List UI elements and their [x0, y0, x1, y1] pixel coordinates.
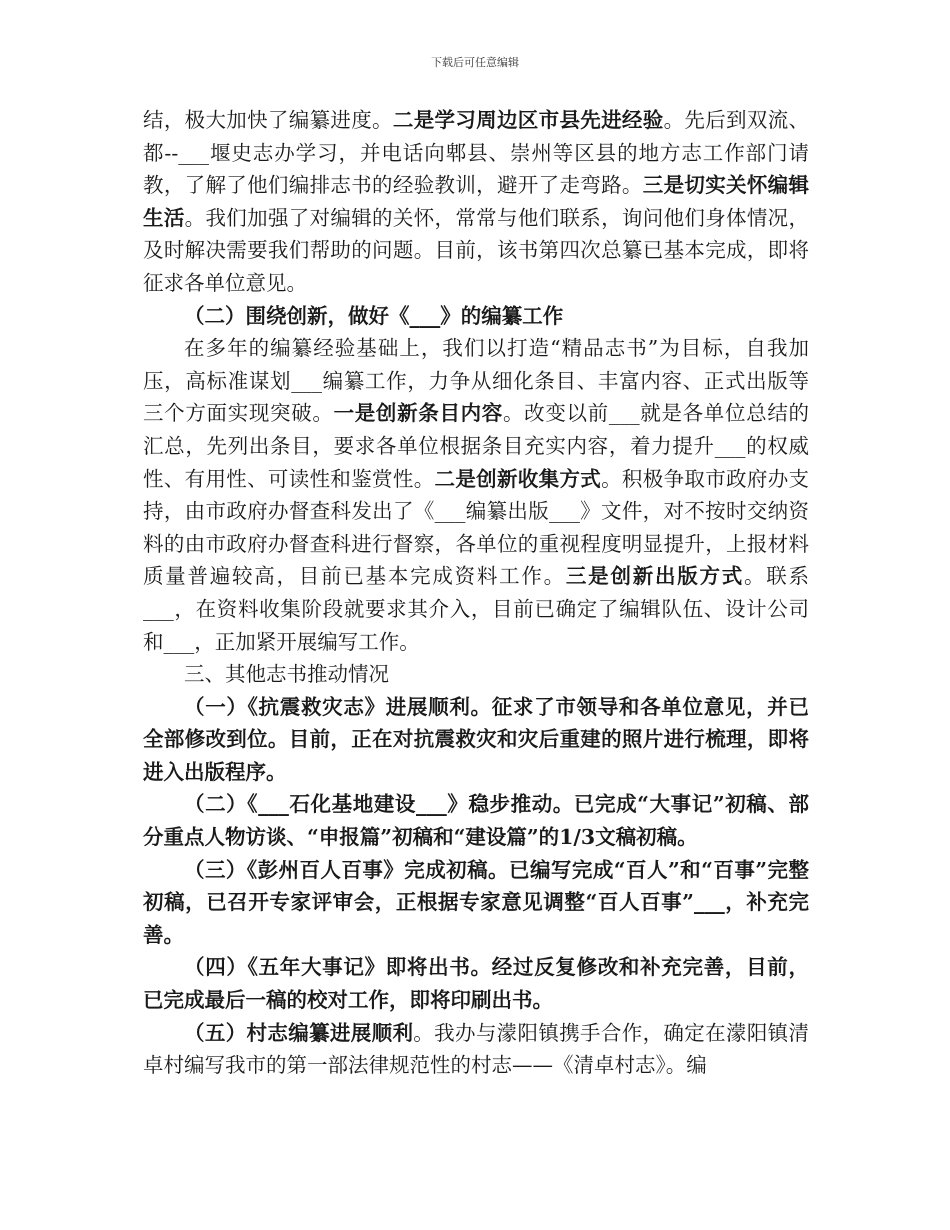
- bold-text-run: （五）村志编纂进展顺利: [184, 1020, 414, 1045]
- bold-text-run: 二是创新收集方式: [434, 466, 602, 491]
- bold-text-run: 一是创新条目内容: [333, 401, 503, 426]
- text-run: 结，极大加快了编纂进度。: [143, 108, 393, 132]
- text-run: 在多年的编纂经验基础上，我们以打造“精品志书”为目标，自我加压，高标准谋划___编纂工作，力争从细化条目、丰富内容、正式出版等三个方面实现突破。: [143, 336, 809, 426]
- text-run: 。先后到双流、都--___堰史志办学习，并电话向郫县、崇州等区县的地方志工作部门请教，了解了他们编排志书的经验教训，避开了走弯路。: [143, 108, 810, 198]
- paragraph: [143, 1017, 809, 1082]
- bold-text-run: （二）围绕创新，做好《___》的编纂工作: [184, 303, 564, 328]
- text-run: 三、其他志书推动情况: [184, 662, 389, 687]
- bold-text-run: 三是切实关怀编辑生活: [143, 173, 810, 230]
- bold-text-run: （三）《彭州百人百事》完成初稿。已编写完成“百人”和“百事”完整初稿，已召开专家评审会，正根据专家意见调整“百人百事”___，补充完善。: [143, 857, 809, 947]
- text-run: 。我们加强了对编辑的关怀，常常与他们联系，询问他们身体情况，及时解决需要我们帮助的问题。目前，该书第四次总纂已基本完成，即将征求各单位意见。: [143, 205, 810, 295]
- paragraph: [143, 658, 809, 691]
- bold-text-run: （一）《抗震救灾志》进展顺利。征求了市领导和各单位意见，并已全部修改到位。目前，正在对抗震救灾和灾后重建的照片进行梳理，即将进入出版程序。: [143, 694, 809, 784]
- paragraph: [143, 854, 809, 952]
- document-body: [143, 104, 809, 1082]
- page-header: 下载后可任意编辑: [431, 56, 519, 69]
- paragraph: [143, 104, 809, 300]
- paragraph: [143, 691, 809, 789]
- bold-text-run: 二是学习周边区市县先进经验: [392, 108, 664, 132]
- paragraph: [143, 332, 809, 658]
- bold-text-run: 三是创新出版方式: [565, 564, 744, 589]
- bold-text-run: （四）《五年大事记》即将出书。经过反复修改和补充完善，目前，已完成最后一稿的校对工作，即将印刷出书。: [143, 955, 809, 1013]
- paragraph: [143, 300, 809, 333]
- paragraph: [143, 951, 809, 1016]
- text-run: 。我办与濛阳镇携手合作，确定在濛阳镇清卓村编写我市的第一部法律规范性的村志——《清卓村志》。编: [143, 1020, 810, 1078]
- text-run: 。积极争取市政府办支持，由市政府办督查科发出了《___编纂出版___》文件，对不按时交纳资料的由市政府办督查科进行督察，各单位的重视程度明显提升，上报材料质量普遍较高，目前已基本完成资料工作。: [143, 466, 810, 589]
- paragraph: [143, 788, 809, 853]
- text-run: 。联系___，在资料收集阶段就要求其介入，目前已确定了编辑队伍、设计公司和___，正加紧开展编写工作。: [143, 564, 810, 654]
- bold-text-run: （二）《___石化基地建设___》稳步推动。已完成“大事记”初稿、部分重点人物访谈、“申报篇”初稿和“建设篇”的1/3文稿初稿。: [143, 792, 809, 850]
- text-run: 。改变以前___就是各单位总结的汇总，先列出条目，要求各单位根据条目充实内容，着力提升___的权威性、有用性、可读性和鉴赏性。: [143, 401, 810, 491]
